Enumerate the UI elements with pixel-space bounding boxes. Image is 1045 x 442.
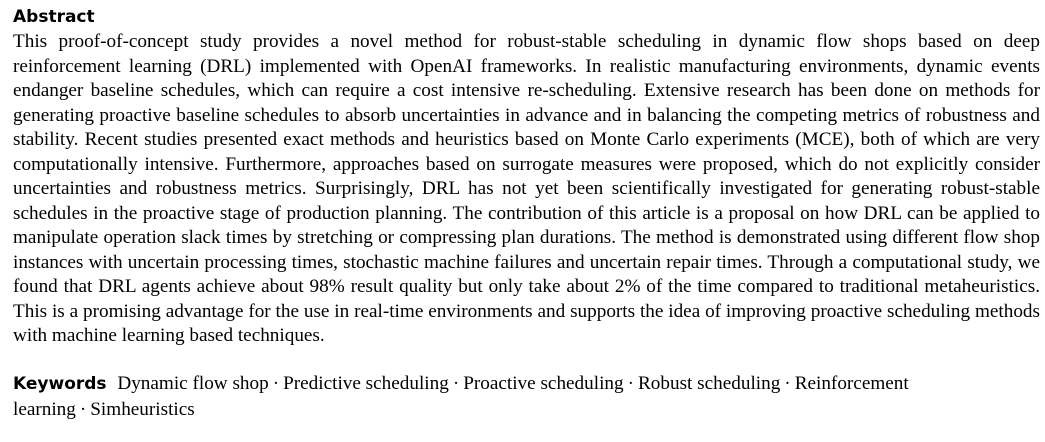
keyword-separator: · (452, 372, 460, 394)
keyword-item: Predictive scheduling (283, 372, 449, 394)
abstract-body: This proof-of-concept study provides a novel method for robust-stable scheduling in dynamic flow shops based on deep reinforcement learning (DRL) implemented with OpenAI frameworks. In realistic manufacturing environments, dynamic events endanger baseline schedules, which can require a cost intensive re-scheduling. Extensive research has been done on methods for generating proactive baseline schedules to absorb uncertainties in advance and in balancing the competing metrics of robustness and stability. Recent studies presented exact methods and heuristics based on Monte Carlo experiments (MCE), both of which are very computationally intensive. Furthermore, approaches based on surrogate measures were proposed, which do not explicitly consider uncertainties and robustness metrics. Surprisingly, DRL has not yet been scientifically investigated for generating robust-stable schedules in the proactive stage of production planning. The contribution of this article is a proposal on how DRL can be applied to manipulate operation slack times by stretching or compressing plan durations. The method is demonstrated using different flow shop instances with uncertain processing times, stochastic machine failures and uncertain repair times. Through a computational study, we found that DRL agents achieve about 98% result quality but only take about 2% of the time compared to traditional metaheuristics. This is a promising advantage for the use in real-time environments and supports the idea of improving proactive scheduling methods with machine learning based techniques. (13, 31, 1040, 346)
keyword-separator: · (79, 398, 87, 420)
keyword-item: Proactive scheduling (463, 372, 624, 394)
keyword-separator: · (627, 372, 634, 394)
paper-page (13, 6, 1040, 422)
keyword-separator: · (272, 372, 280, 394)
keyword-item: Robust scheduling (637, 372, 781, 394)
keywords-label: Keywords (13, 373, 107, 394)
keyword-item: Reinforcement learning (13, 372, 909, 420)
keywords-section (13, 371, 1040, 422)
abstract-heading: Abstract (13, 7, 95, 27)
keyword-item: Dynamic flow shop (117, 372, 269, 394)
keyword-separator: · (784, 372, 791, 394)
keyword-item: Simheuristics (90, 398, 195, 420)
